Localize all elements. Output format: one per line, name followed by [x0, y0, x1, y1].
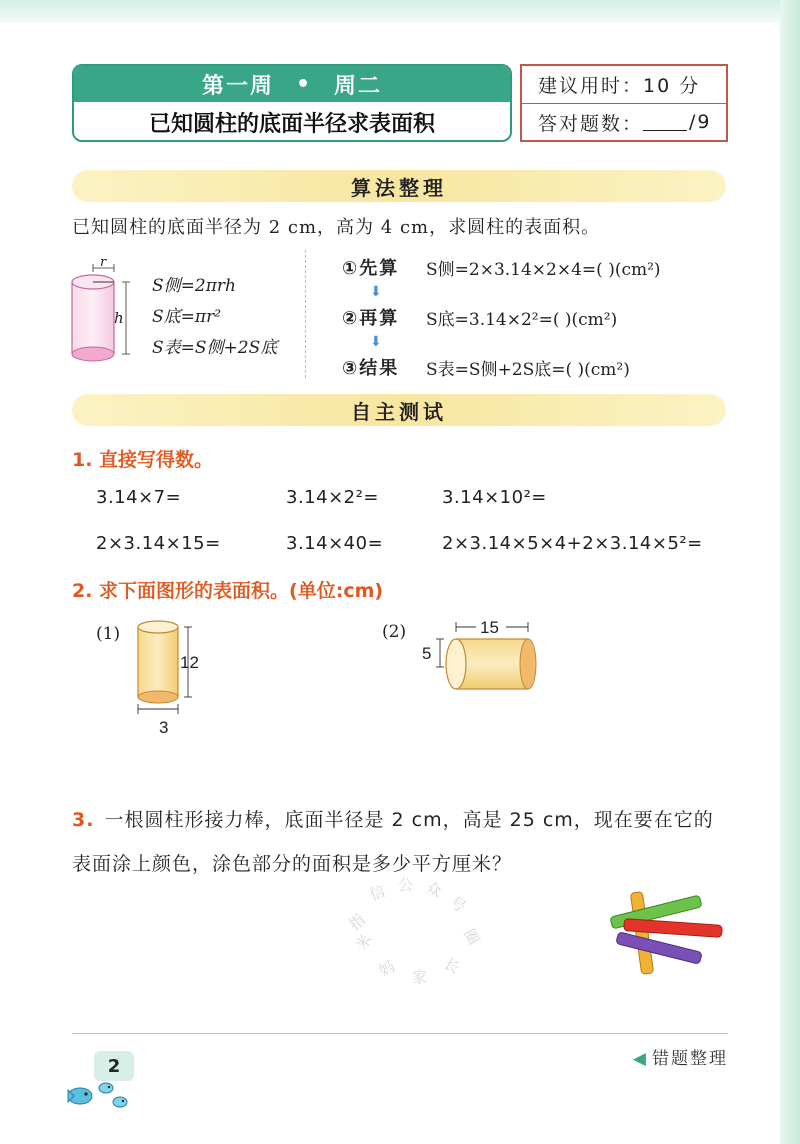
step-formula[interactable]: S底=3.14×2²=( )(cm²)	[426, 309, 618, 330]
figure-1-cylinder	[92, 615, 222, 740]
step-3	[342, 350, 727, 384]
calc-item[interactable]: 3.14×40=	[286, 533, 384, 554]
figure-1-diameter: 3	[159, 718, 169, 737]
wrong-answers-link[interactable]	[633, 1044, 728, 1069]
triangle-left-icon: ◀	[632, 1049, 648, 1069]
step-1	[342, 250, 727, 284]
step-formula[interactable]: S表=S侧+2S底=( )(cm²)	[426, 359, 630, 380]
arrow-down-icon: ⬇	[370, 284, 382, 300]
height-label: h	[114, 309, 124, 327]
step-formula[interactable]: S侧=2×3.14×2×4=( )(cm²)	[426, 259, 661, 280]
fish-decoration-icon	[62, 1078, 132, 1112]
calc-item[interactable]: 3.14×10²=	[442, 487, 547, 508]
page-number: 2	[94, 1051, 134, 1081]
question-1-title: 1. 直接写得数。	[72, 449, 214, 471]
correct-count-blank[interactable]	[643, 113, 687, 131]
footer-divider	[72, 1033, 728, 1034]
svg-text:长: 长	[440, 954, 463, 978]
page-right-edge	[780, 0, 800, 1144]
figure-2-label: (2)	[382, 622, 407, 642]
calc-item[interactable]: 2×3.14×15=	[96, 533, 221, 554]
step-list	[342, 250, 727, 384]
info-box	[520, 64, 728, 142]
step-label: ③结果	[342, 358, 400, 379]
arrow-down-icon: ⬇	[370, 334, 382, 350]
algorithm-intro: 已知圆柱的底面半径为 2 cm，高为 4 cm，求圆柱的表面积。	[72, 217, 601, 238]
week-label: 第一周	[201, 73, 274, 99]
page-top-edge	[0, 0, 800, 22]
day-label: 周二	[334, 73, 383, 99]
section-test-title: 自主测试	[72, 394, 726, 426]
formula-total: S表=S侧+2S底	[152, 338, 278, 358]
wrong-answers-label: 错题整理	[652, 1049, 728, 1069]
step-label: ②再算	[342, 308, 400, 329]
correct-count-row	[522, 103, 726, 140]
svg-text:米: 米	[352, 931, 376, 954]
relay-batons-illustration	[606, 888, 726, 978]
question-3-number: 3.	[72, 809, 95, 831]
cylinder-diagram	[62, 258, 142, 370]
radius-label: r	[100, 258, 107, 270]
calc-item[interactable]: 2×3.14×5×4+2×3.14×5²=	[442, 533, 703, 554]
svg-text:妈: 妈	[375, 956, 398, 980]
suggested-time: 建议用时：10 分	[538, 75, 701, 97]
section-algorithm-title: 算法整理	[72, 170, 726, 202]
formula-lateral: S侧=2πrh	[152, 276, 236, 296]
week-day-banner	[74, 66, 510, 102]
formula-base: S底=πr²	[152, 307, 222, 327]
svg-text:号: 号	[446, 892, 470, 916]
step-2	[342, 300, 727, 334]
lesson-header	[72, 64, 512, 142]
question-2-title: 2. 求下面图形的表面积。(单位:cm)	[72, 580, 384, 602]
svg-text:圈: 圈	[460, 925, 484, 948]
svg-text:公: 公	[398, 878, 414, 894]
figure-2-diameter: 5	[422, 644, 432, 663]
correct-count-total: /9	[689, 111, 712, 133]
calc-item[interactable]: 3.14×7=	[96, 487, 182, 508]
question-3	[72, 798, 732, 886]
figure-2-length: 15	[480, 618, 499, 637]
divider	[305, 250, 306, 378]
step-label: ①先算	[342, 258, 400, 279]
lesson-topic: 已知圆柱的底面半径求表面积	[148, 111, 435, 137]
figure-1-height: 12	[180, 653, 199, 672]
svg-text:家: 家	[412, 968, 428, 986]
svg-text:众: 众	[423, 878, 444, 901]
correct-count-label: 答对题数：	[538, 112, 644, 135]
calc-item[interactable]: 3.14×2²=	[286, 487, 379, 508]
figure-2-cylinder	[380, 615, 550, 695]
svg-text:指: 指	[345, 910, 369, 934]
figure-1-label: (1)	[96, 624, 121, 644]
watermark-seal	[340, 878, 500, 988]
separator-dot: •	[295, 71, 313, 97]
svg-text:信: 信	[367, 882, 388, 905]
question-3-text: 一根圆柱形接力棒，底面半径是 2 cm，高是 25 cm，现在要在它的表面涂上颜色，涂色部分的面积是多少平方厘米？	[72, 809, 714, 875]
formula-list	[152, 271, 277, 364]
